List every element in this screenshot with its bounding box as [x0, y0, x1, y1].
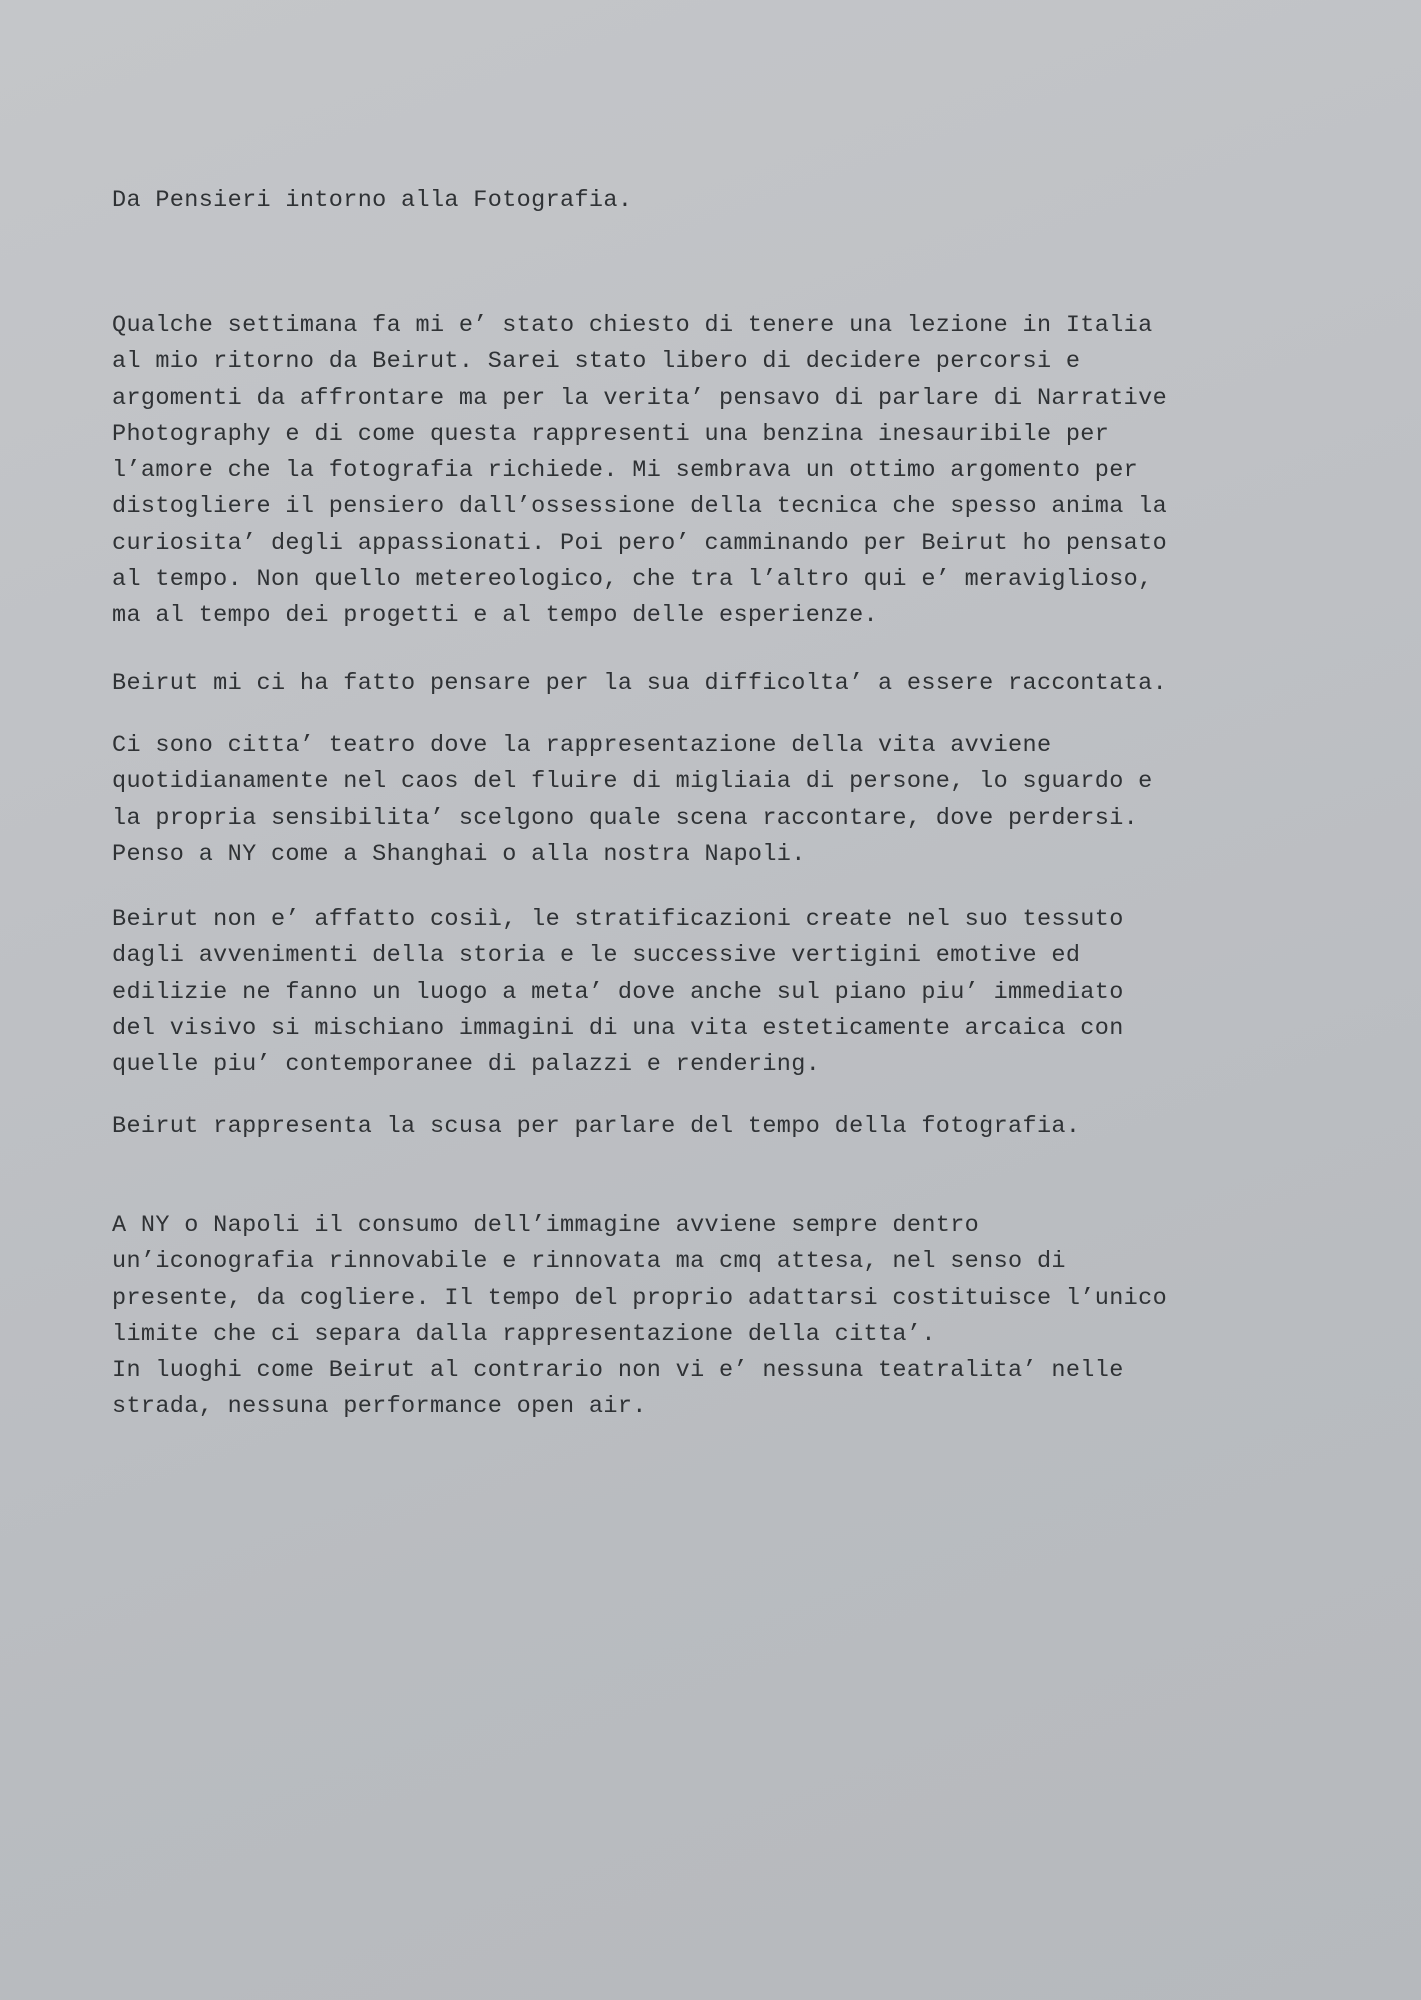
paragraph-theatre-cities: Ci sono citta’ teatro dove la rappresentazione della vita avviene quotidianamente nel caos del fluire di migliaia di persone, lo sguardo e la propria sensibilita’ scelgono quale scena raccontare, dove perdersi. Penso a NY come a Shanghai o alla nostra Napoli.: [112, 732, 1153, 868]
paragraph-beirut-difficulty: Beirut mi ci ha fatto pensare per la sua difficolta’ a essere raccontata.: [112, 670, 1168, 697]
paragraph-beirut-excuse: Beirut rappresenta la scusa per parlare del tempo della fotografia.: [112, 1113, 1081, 1140]
paragraph-intro: Qualche settimana fa mi e’ stato chiesto di tenere una lezione in Italia al mio ritorno da Beirut. Sarei stato libero di decidere percorsi e argomenti da affrontare ma per la verita’ pensavo di parlare di Narrative Photography e di come questa rappresenti una benzina inesauribile per l’amore che la fotografia richiede. Mi sembrava un ottimo argomento per distogliere il pensiero dall’ossessione della tecnica che spesso anima la curiosita’ degli appassionati. Poi pero’ camminando per Beirut ho pensato al tempo. Non quello metereologico, che tra l’altro qui e’ meraviglioso, ma al tempo dei progetti e al tempo delle esperienze.: [112, 312, 1168, 630]
document-title: Da Pensieri intorno alla Fotografia.: [112, 187, 633, 214]
paragraph-beirut-stratification: Beirut non e’ affatto cosiì, le stratificazioni create nel suo tessuto dagli avvenimenti della storia e le successive vertigini emotive ed edilizie ne fanno un luogo a meta’ dove anche sul piano piu’ immediato del visivo si mischiano immagini di una vita esteticamente arcaica con quelle piu’ contemporanee di palazzi e rendering.: [112, 906, 1124, 1079]
paragraph-ny-napoli: A NY o Napoli il consumo dell’immagine avviene sempre dentro un’iconografia rinnovabile e rinnovata ma cmq attesa, nel senso di presente, da cogliere. Il tempo del proprio adattarsi costituisce l’unico limite che ci separa dalla rappresentazione della citta’. In luoghi come Beirut al contrario non vi e’ nessuna teatralita’ nelle strada, nessuna performance open air.: [112, 1212, 1168, 1421]
